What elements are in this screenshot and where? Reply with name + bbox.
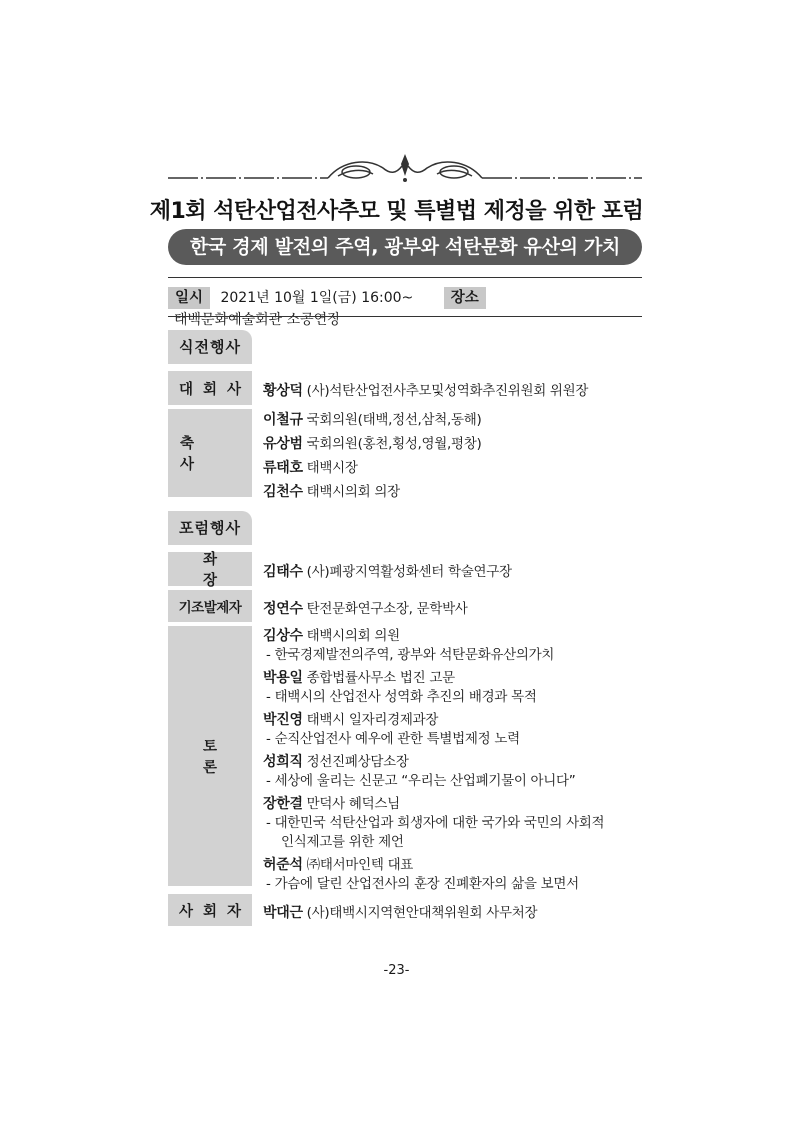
host-label: 대회사: [168, 371, 252, 405]
host-name: 황상덕: [263, 383, 303, 399]
page-number: -23-: [383, 963, 410, 978]
keynote-desc: 탄전문화연구소장, 문학박사: [306, 601, 468, 617]
panelist-entry: 장한결 만덕사 혜덕스님: [263, 796, 400, 812]
panelist-topic: - 세상에 울리는 신문고 “우리는 산업폐기물이 아니다”: [266, 773, 576, 789]
panelist-topic: - 대한민국 석탄산업과 희생자에 대한 국가와 국민의 사회적: [266, 815, 605, 831]
discussion-label: 토론: [168, 626, 252, 886]
panelist-topic: - 한국경제발전의주역, 광부와 석탄문화유산의가치: [266, 647, 555, 663]
congrats-entry: 이철규 국회의원(태백,정선,삼척,동해): [263, 412, 482, 428]
panelist-entry: 김상수 태백시의회 의원: [263, 628, 400, 644]
congrats-label-text: 축사: [180, 436, 237, 473]
chair-entry: [263, 560, 512, 581]
panelist-topic: - 가슴에 달린 산업전사의 훈장 진폐환자의 삶을 보면서: [266, 876, 579, 892]
forum-title: 제1회 석탄산업전사추모 및 특별법 제정을 위한 포럼: [149, 199, 644, 224]
mc-desc: (사)태백시지역현안대책위원회 사무처장: [306, 905, 538, 921]
forum-subtitle: 한국 경제 발전의 주역, 광부와 석탄문화 유산의 가치: [189, 236, 621, 258]
panelist-entry: 성희직 정선진폐상담소장: [263, 754, 409, 770]
congrats-entry: 김천수 태백시의회 의장: [263, 484, 400, 500]
panelist-entry: 허준석 ㈜태서마인텍 대표: [263, 857, 414, 873]
mc-entry: [263, 901, 537, 922]
host-desc: (사)석탄산업전사추모및성역화추진위원회 위원장: [306, 383, 589, 399]
panelist-entry: 박용일 종합법률사무소 법진 고문: [263, 670, 455, 686]
forum-section-title: 포럼행사: [168, 511, 252, 545]
place-tag: 장소: [444, 287, 486, 309]
date-tag: 일시: [168, 287, 210, 309]
congrats-label: [168, 409, 252, 497]
mc-name: 박대근: [263, 905, 303, 921]
panelist-topic: - 순직산업전사 예우에 관한 특별법제정 노력: [266, 731, 520, 747]
keynote-entry: [263, 597, 468, 618]
congrats-entry: 류태호 태백시장: [263, 460, 358, 476]
congrats-entry: 유상범 국회의원(홍천,횡성,영월,평창): [263, 436, 482, 452]
panelist-entry: 박진영 태백시 일자리경제과장: [263, 712, 439, 728]
info-divider: [168, 316, 642, 317]
event-info: [168, 287, 642, 328]
host-entry: [263, 379, 588, 400]
mc-label: 사회자: [168, 894, 252, 926]
forum-subtitle-banner: [168, 229, 642, 265]
place-value: 태백문화예술회관 소공연장: [174, 312, 341, 328]
ceremony-section-title: 식전행사: [168, 330, 252, 364]
date-value: 2021년 10월 1일(금) 16:00~: [220, 290, 414, 306]
ornament-divider-icon: [168, 150, 642, 190]
chair-desc: (사)폐광지역활성화센터 학술연구장: [306, 564, 512, 580]
chair-name: 김태수: [263, 564, 303, 580]
top-divider: [168, 277, 642, 278]
panelist-topic-continued: 인식제고를 위한 제언: [281, 834, 404, 850]
keynote-label: 기조발제자: [168, 590, 252, 622]
chair-label: 좌장: [168, 552, 252, 586]
panelist-topic: - 태백시의 산업전사 성역화 추진의 배경과 목적: [266, 689, 537, 705]
keynote-name: 정연수: [263, 601, 303, 617]
